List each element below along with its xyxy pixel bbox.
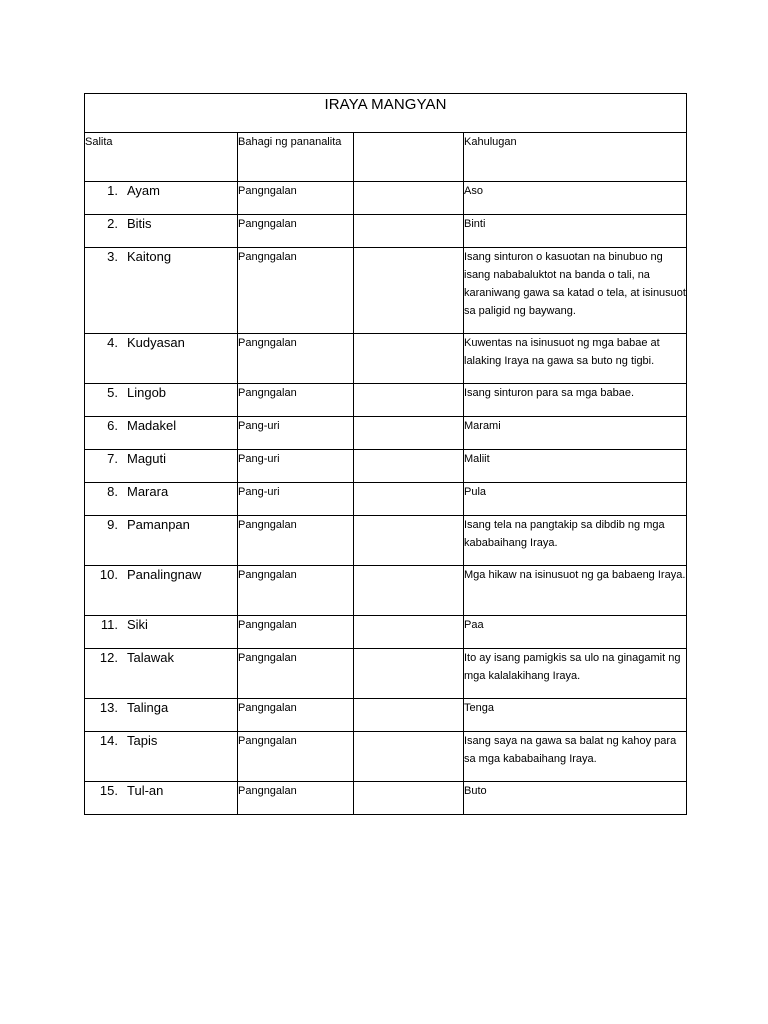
word-entry [85, 699, 237, 717]
empty-cell [354, 699, 464, 732]
meaning-cell: Isang saya na gawa sa balat ng kahoy para sa mga kababaihang Iraya. [464, 732, 687, 782]
item-number: 6. [107, 418, 118, 433]
empty-cell [354, 616, 464, 649]
item-number: 14. [99, 733, 118, 748]
word-text: Panalingnaw [127, 567, 202, 582]
word-text: Talinga [127, 700, 169, 715]
header-salita: Salita [85, 133, 238, 182]
word-text: Tapis [127, 733, 158, 748]
table-row [85, 483, 687, 516]
empty-cell [354, 649, 464, 699]
word-cell [85, 649, 238, 699]
meaning-cell: Aso [464, 182, 687, 215]
word-text: Lingob [127, 385, 167, 400]
table-row [85, 182, 687, 215]
table-row [85, 782, 687, 815]
word-cell [85, 516, 238, 566]
empty-cell [354, 182, 464, 215]
word-entry [85, 384, 237, 402]
item-number: 13. [99, 700, 118, 715]
title-cell [85, 94, 687, 133]
meaning-cell: Maliit [464, 450, 687, 483]
item-number: 3. [107, 249, 118, 264]
part-of-speech-cell: Pangngalan [238, 732, 354, 782]
table-row [85, 215, 687, 248]
word-entry [85, 417, 237, 435]
word-cell [85, 417, 238, 450]
empty-cell [354, 566, 464, 616]
word-entry [85, 483, 237, 501]
part-of-speech-cell: Pang-uri [238, 450, 354, 483]
empty-cell [354, 384, 464, 417]
part-of-speech-cell: Pangngalan [238, 782, 354, 815]
word-entry [85, 516, 237, 534]
word-text: Ayam [127, 183, 160, 198]
empty-cell [354, 248, 464, 334]
item-number: 5. [107, 385, 118, 400]
part-of-speech-cell: Pang-uri [238, 483, 354, 516]
part-of-speech-cell: Pangngalan [238, 182, 354, 215]
empty-cell [354, 215, 464, 248]
word-entry [85, 616, 237, 634]
word-cell [85, 384, 238, 417]
meaning-cell: Buto [464, 782, 687, 815]
empty-cell [354, 334, 464, 384]
part-of-speech-cell: Pangngalan [238, 616, 354, 649]
meaning-cell: Pula [464, 483, 687, 516]
item-number: 7. [107, 451, 118, 466]
meaning-cell: Tenga [464, 699, 687, 732]
empty-cell [354, 516, 464, 566]
word-cell [85, 483, 238, 516]
word-text: Kaitong [127, 249, 172, 264]
meaning-cell: Isang tela na pangtakip sa dibdib ng mga kababaihang Iraya. [464, 516, 687, 566]
word-text: Pamanpan [127, 517, 190, 532]
word-cell [85, 450, 238, 483]
word-text: Kudyasan [127, 335, 185, 350]
word-entry [85, 782, 237, 800]
word-text: Tul-an [127, 783, 164, 798]
part-of-speech-cell: Pang-uri [238, 417, 354, 450]
part-of-speech-cell: Pangngalan [238, 516, 354, 566]
word-text: Maguti [127, 451, 167, 466]
part-of-speech-cell: Pangngalan [238, 649, 354, 699]
table-row [85, 566, 687, 616]
table-row [85, 616, 687, 649]
table-row [85, 649, 687, 699]
word-text: Madakel [127, 418, 177, 433]
empty-cell [354, 483, 464, 516]
table-row [85, 248, 687, 334]
item-number: 1. [107, 183, 118, 198]
word-entry [85, 248, 237, 266]
header-row [85, 133, 687, 182]
item-number: 8. [107, 484, 118, 499]
word-cell [85, 334, 238, 384]
header-empty-column [354, 133, 464, 182]
part-of-speech-cell: Pangngalan [238, 248, 354, 334]
title-row [85, 94, 687, 133]
table-row [85, 516, 687, 566]
word-entry [85, 566, 237, 584]
word-cell [85, 782, 238, 815]
word-text: Marara [127, 484, 169, 499]
word-text: Talawak [127, 650, 174, 665]
meaning-cell: Ito ay isang pamigkis sa ulo na ginagamit ng mga kalalakihang Iraya. [464, 649, 687, 699]
empty-cell [354, 417, 464, 450]
meaning-cell: Isang sinturon para sa mga babae. [464, 384, 687, 417]
part-of-speech-cell: Pangngalan [238, 699, 354, 732]
word-text: Siki [127, 617, 148, 632]
header-kahulugan: Kahulugan [464, 133, 687, 182]
word-cell [85, 616, 238, 649]
table-row [85, 450, 687, 483]
empty-cell [354, 782, 464, 815]
table-title: IRAYA MANGYAN [324, 96, 447, 113]
meaning-cell: Paa [464, 616, 687, 649]
table-row [85, 384, 687, 417]
item-number: 15. [99, 783, 118, 798]
table-row [85, 417, 687, 450]
table-row [85, 732, 687, 782]
empty-cell [354, 732, 464, 782]
item-number: 2. [107, 216, 118, 231]
table-row [85, 334, 687, 384]
meaning-cell: Marami [464, 417, 687, 450]
word-entry [85, 334, 237, 352]
word-entry [85, 215, 237, 233]
meaning-cell: Mga hikaw na isinusuot ng ga babaeng Iraya. [464, 566, 687, 616]
empty-cell [354, 450, 464, 483]
item-number: 9. [107, 517, 118, 532]
word-entry [85, 649, 237, 667]
word-text: Bitis [127, 216, 152, 231]
vocabulary-table [84, 93, 687, 815]
word-cell [85, 182, 238, 215]
word-cell [85, 732, 238, 782]
item-number: 11. [100, 617, 118, 632]
item-number: 12. [99, 650, 118, 665]
part-of-speech-cell: Pangngalan [238, 384, 354, 417]
table-row [85, 699, 687, 732]
word-cell [85, 215, 238, 248]
part-of-speech-cell: Pangngalan [238, 215, 354, 248]
item-number: 4. [107, 335, 118, 350]
header-bahagi-ng-pananalita: Bahagi ng pananalita [238, 133, 354, 182]
word-cell [85, 566, 238, 616]
word-cell [85, 248, 238, 334]
meaning-cell: Isang sinturon o kasuotan na binubuo ng isang nababaluktot na banda o tali, na karaniwang gawa sa katad o tela, at isinusuot sa paligid ng baywang. [464, 248, 687, 334]
item-number: 10. [99, 567, 118, 582]
meaning-cell: Binti [464, 215, 687, 248]
word-entry [85, 732, 237, 750]
meaning-cell: Kuwentas na isinusuot ng mga babae at lalaking Iraya na gawa sa buto ng tigbi. [464, 334, 687, 384]
word-entry [85, 182, 237, 200]
word-entry [85, 450, 237, 468]
part-of-speech-cell: Pangngalan [238, 566, 354, 616]
part-of-speech-cell: Pangngalan [238, 334, 354, 384]
word-cell [85, 699, 238, 732]
